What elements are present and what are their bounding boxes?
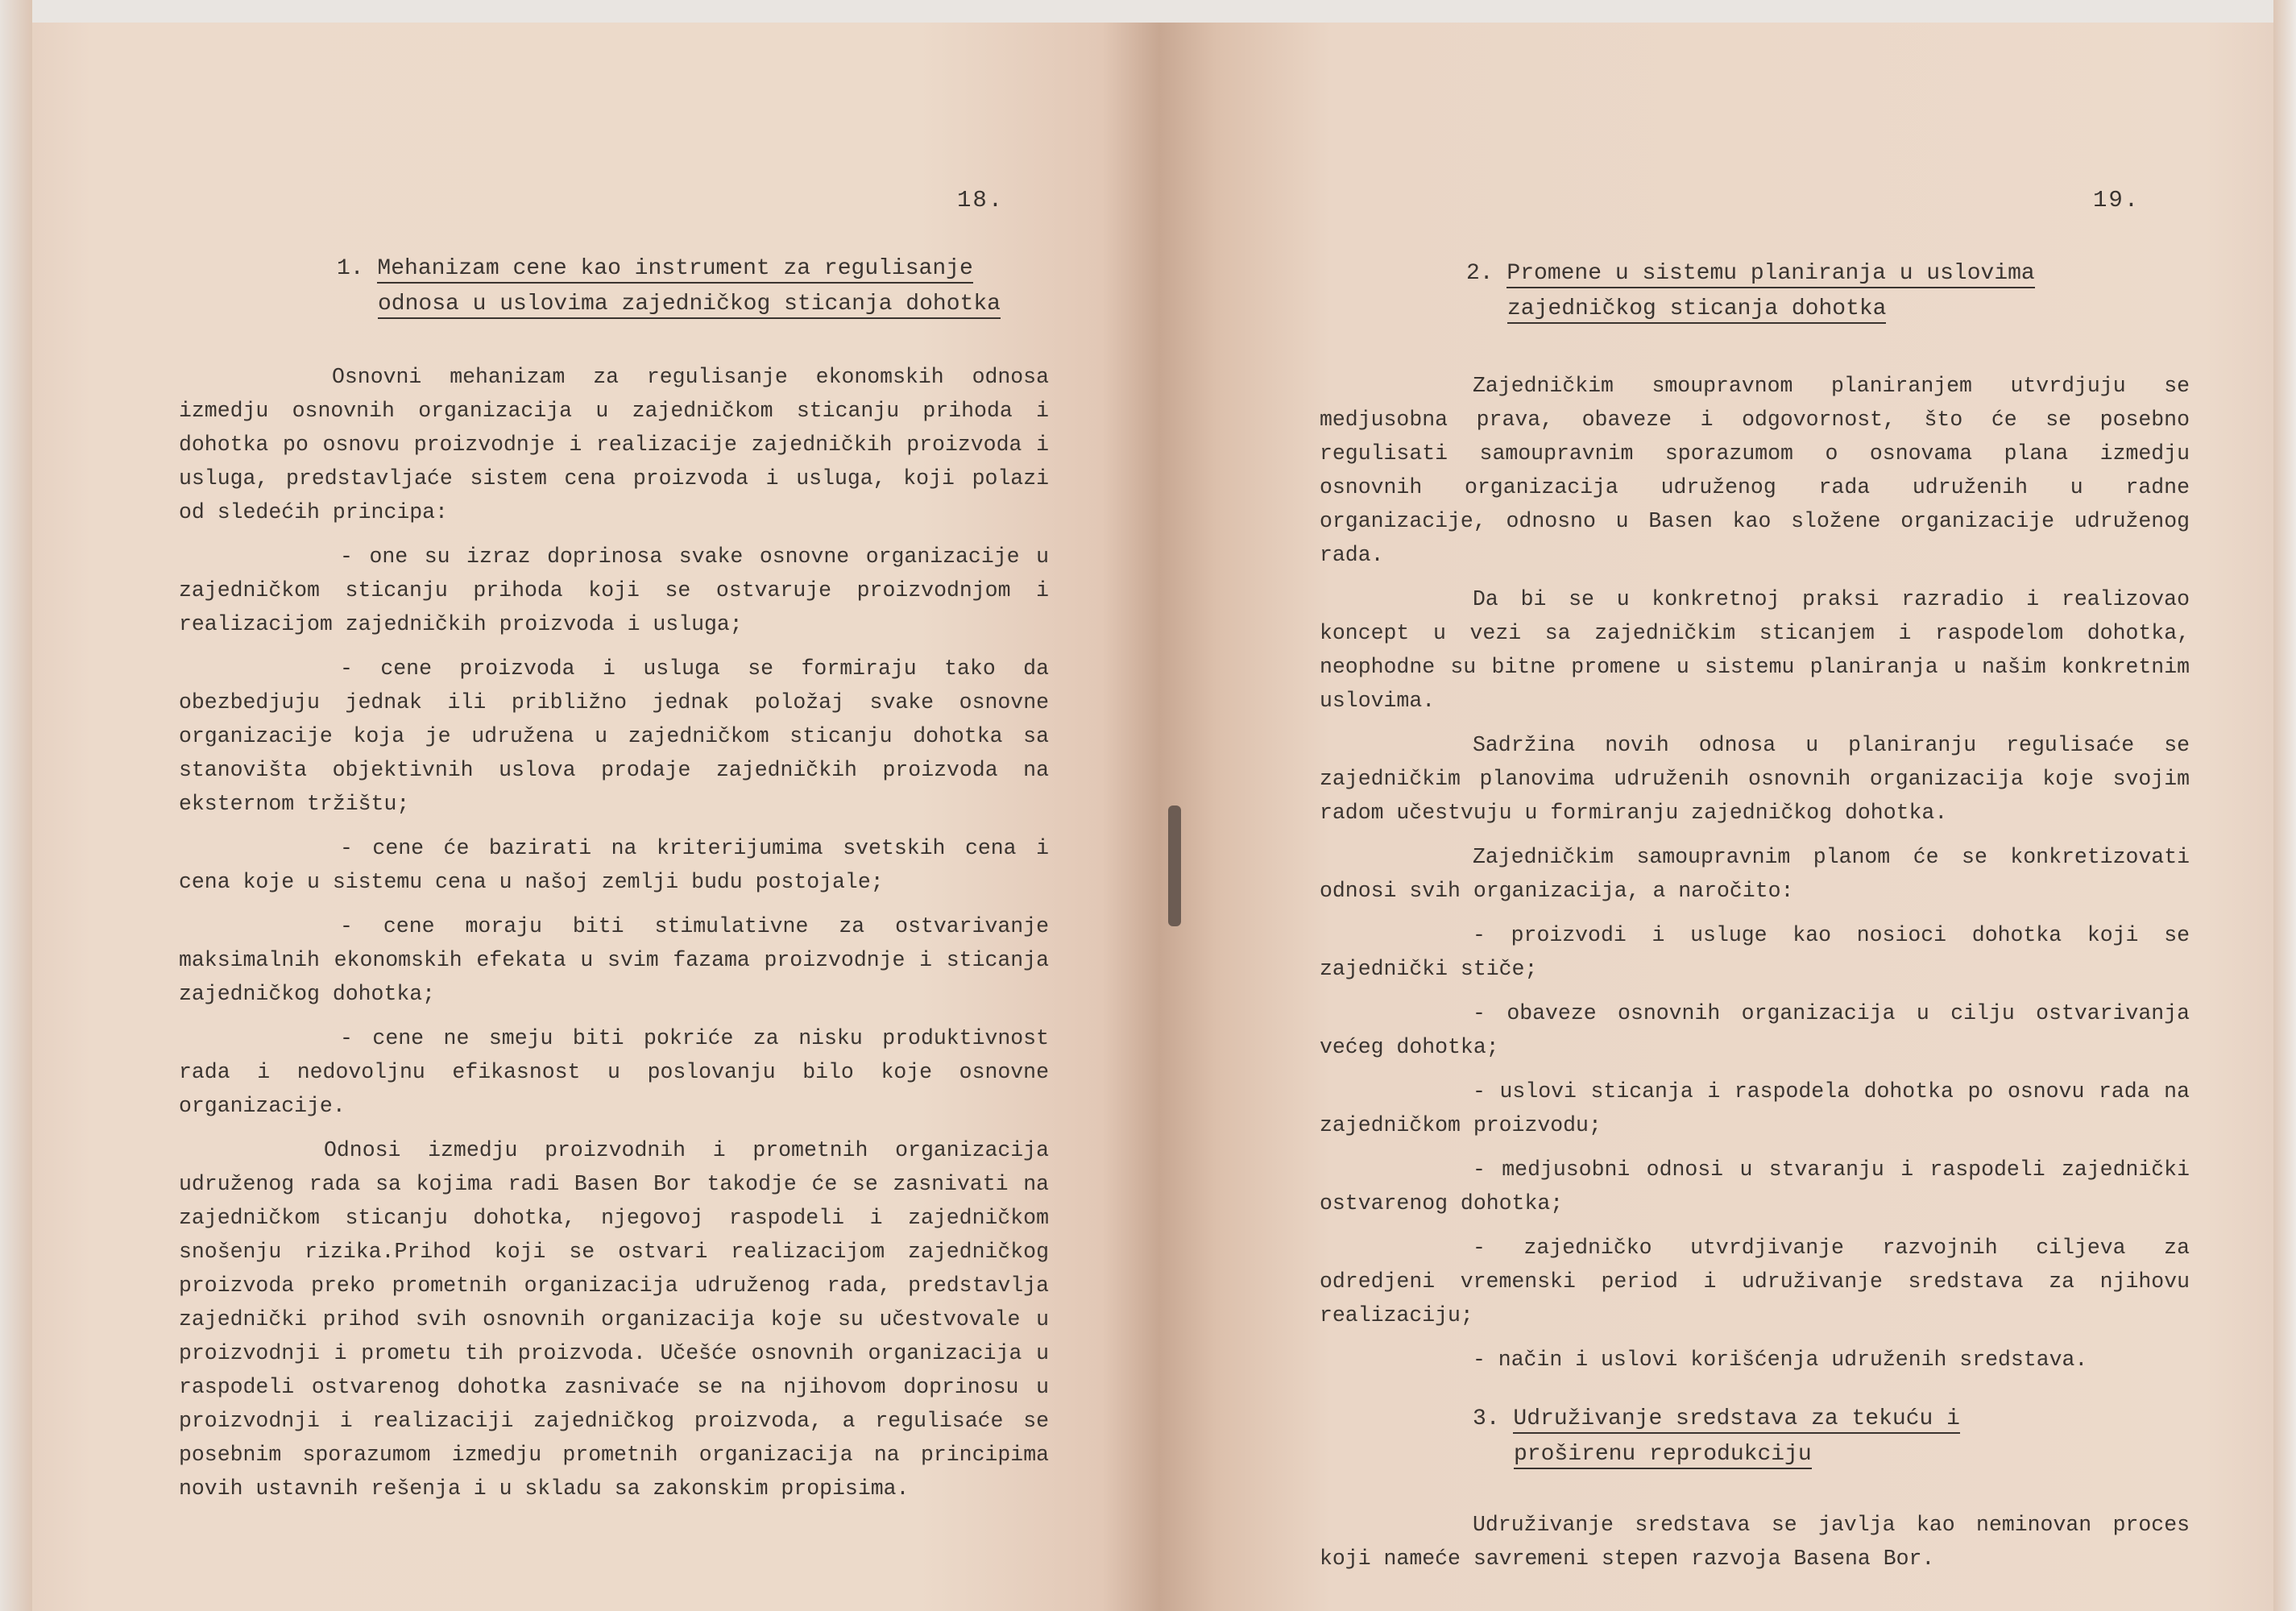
heading-line-2: proširenu reprodukciju [1514,1442,1812,1469]
page-edge-left [0,0,32,1611]
bullet-item: - obaveze osnovnih organizacija u cilju ostvarivanja većeg dohotka; [1320,1001,2190,1059]
binding-clip [1168,806,1181,926]
heading-line-2: zajedničkog sticanja dohotka [1507,296,1886,324]
bullet-item: - način i uslovi korišćenja udruženih sredstava. [1473,1348,2088,1372]
section-3-heading [1473,1402,2182,1472]
bullet-item: - zajedničko utvrdjivanje razvojnih ciljeva za odredjeni vremenski period i udruživanje sredstava za njihovu realizaciju; [1320,1236,2190,1327]
paragraph: Sadržina novih odnosa u planiranju regulisaće se zajedničkim planovima udruženih osnovnih organizacija koje svojim radom učestvuju u formiranju zajedničkog dohotka. [1320,733,2190,825]
heading-number: 2. [1466,261,1494,286]
bullet-item: - medjusobni odnosi u stvaranju i raspodeli zajednički ostvarenog dohotka; [1320,1158,2190,1215]
paragraph: Udruživanje sredstava se javlja kao neminovan proces koji nameće savremeni stepen razvoja Basena Bor. [1320,1513,2190,1571]
heading-number: 1. [337,256,364,281]
bullet-item: - cene će bazirati na kriterijumima svetskih cena i cena koje u sistemu cena u našoj zemlji budu postojale; [179,836,1049,894]
paragraph: Zajedničkim smoupravnom planiranjem utvrdjuju se medjusobna prava, obaveze i odgovornost, što će se posebno regulisati samoupravnim sporazumom o osnovama plana izmedju osnovnih organizacija udruženog rada udruženih u radne organizacije, odnosno u Basen kao složene organizacije udruženog rada. [1320,374,2190,567]
page-edge-right [2273,0,2296,1611]
heading-line-2: odnosa u uslovima zajedničkog sticanja dohotka [378,292,1001,319]
page-number-19: 19. [2093,187,2141,213]
left-body [179,360,1049,1516]
right-body-a [1320,369,2190,1387]
heading-line-1: Promene u sistemu planiranja u uslovima [1506,261,2034,288]
paragraph: Zajedničkim samoupravnim planom će se konkretizovati odnosi svih organizacija, a naročito: [1320,845,2190,903]
heading-line-1: Udruživanje sredstava za tekuću i [1513,1406,1960,1434]
page-number-18: 18. [957,187,1005,213]
bullet-item: - cene ne smeju biti pokriće za nisku produktivnost rada i nedovoljnu efikasnost u poslovanju bilo koje osnovne organizacije. [179,1026,1049,1118]
paragraph: Odnosi izmedju proizvodnih i prometnih organizacija udruženog rada sa kojima radi Basen Bor takodje će se zasnivati na zajedničkom sticanju dohotka, njegovoj raspodeli i zajedničkom snošenju rizika.Prihod koji se ostvari realizacijom zajedničkog proizvoda preko prometnih organizacija udruženog rada, predstavlja zajednički prihod svih osnovnih organizacija koje su učestvovale u proizvodnji i prometu tih proizvoda. Učešće osnovnih organizacija u raspodeli ostvarenog dohotka zasnivaće se na njihovom doprinosu u proizvodnji i realizaciji zajedničkog proizvoda, a regulisaće se posebnim sporazumom izmedju prometnih organizacija na principima novih ustavnih rešenja i u skladu sa zakonskim propisima. [179,1138,1049,1501]
section-2-heading [1466,256,2175,327]
bullet-item: - uslovi sticanja i raspodela dohotka po osnovu rada na zajedničkom proizvodu; [1320,1079,2190,1137]
left-page [161,0,1055,1611]
heading-line-1: Mehanizam cene kao instrument za regulisanje [377,256,972,284]
bullet-item: - proizvodi i usluge kao nosioci dohotka koji se zajednički stiče; [1320,923,2190,981]
section-1-heading [337,251,1046,322]
right-page [1313,0,2215,1611]
heading-number: 3. [1473,1406,1500,1431]
bullet-item: - one su izraz doprinosa svake osnovne organizacije u zajedničkom sticanju prihoda koji se ostvaruje proizvodnjom i realizacijom zajedničkih proizvoda i usluga; [179,545,1049,636]
paragraph: Da bi se u konkretnoj praksi razradio i realizovao koncept u vezi sa zajedničkim sticanjem i raspodelom dohotka, neophodne su bitne promene u sistemu planiranja u našim konkretnim uslovima. [1320,587,2190,713]
bullet-item: - cene moraju biti stimulativne za ostvarivanje maksimalnih ekonomskih efekata u svim fazama proizvodnje i sticanja zajedničkog dohotka; [179,914,1049,1006]
bullet-item: - cene proizvoda i usluga se formiraju tako da obezbedjuju jednak ili približno jednak položaj svake osnovne organizacije koja je udružena u zajedničkom sticanju dohotka sa stanovišta objektivnih uslova prodaje zajedničkih proizvoda na eksternom tržištu; [179,656,1049,816]
paragraph: Osnovni mehanizam za regulisanje ekonomskih odnosa izmedju osnovnih organizacija u zajedničkom sticanju prihoda i dohotka po osnovu proizvodnje i realizacije zajedničkih proizvoda i usluga, predstavljaće sistem cena proizvoda i usluga, koji polazi od sledećih principa: [179,365,1049,524]
right-body-b [1320,1508,2190,1586]
